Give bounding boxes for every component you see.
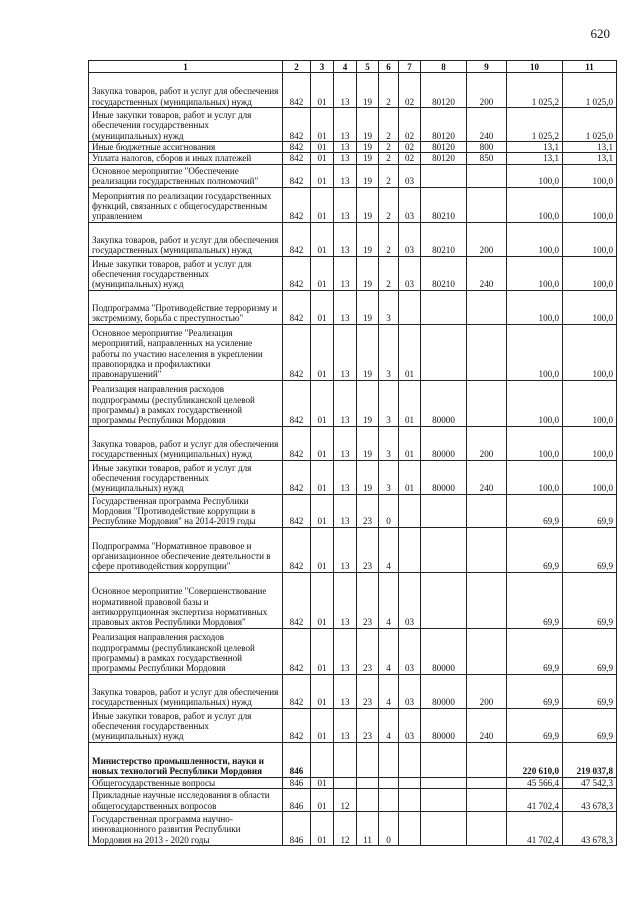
cell-subsection: 13: [334, 708, 357, 742]
table-row: [89, 777, 617, 788]
cell-subprogram: 0: [379, 494, 399, 527]
header-cell: 10: [507, 61, 563, 73]
table-row: [89, 73, 617, 108]
cell-measure: 03: [399, 674, 421, 708]
cell-code: 842: [283, 164, 311, 187]
cell-amount-year2: 13,1: [563, 153, 617, 164]
cell-expense-type: [467, 742, 507, 777]
cell-subprogram: [379, 777, 399, 788]
cell-section: 01: [311, 628, 334, 674]
cell-amount-year1: 41 702,4: [507, 789, 563, 812]
cell-code: 842: [283, 222, 311, 256]
cell-expense-type: 200: [467, 426, 507, 460]
cell-amount-year1: 100,0: [507, 460, 563, 494]
cell-program: 19: [357, 142, 379, 153]
cell-direction: [421, 789, 467, 812]
header-cell: 9: [467, 61, 507, 73]
row-name: Прикладные научные исследования в области общегосударственных вопросов: [89, 789, 283, 812]
cell-expense-type: [467, 789, 507, 812]
cell-measure: [399, 812, 421, 846]
cell-direction: [421, 527, 467, 572]
cell-program: 19: [357, 460, 379, 494]
cell-expense-type: 200: [467, 73, 507, 108]
row-name: Иные закупки товаров, работ и услуг для обеспечения государственных (муниципальных) нужд: [89, 460, 283, 494]
row-name: Иные закупки товаров, работ и услуг для обеспечения государственных (муниципальных) нужд: [89, 708, 283, 742]
row-name: Министерство промышленности, науки и новых технологий Республики Мордовия: [89, 742, 283, 777]
cell-measure: 03: [399, 222, 421, 256]
row-name: Реализация направления расходов подпрограммы (республиканской целевой программы) в рамках государственной программы Республики Мордовия: [89, 380, 283, 426]
cell-expense-type: 240: [467, 708, 507, 742]
cell-expense-type: [467, 164, 507, 187]
cell-amount-year2: 1 025,0: [563, 73, 617, 108]
cell-program: [357, 789, 379, 812]
cell-subsection: 13: [334, 460, 357, 494]
cell-subsection: 13: [334, 108, 357, 142]
cell-program: 23: [357, 708, 379, 742]
cell-program: 19: [357, 153, 379, 164]
cell-subsection: 13: [334, 324, 357, 380]
cell-direction: [421, 572, 467, 628]
cell-section: 01: [311, 460, 334, 494]
table-row: [89, 222, 617, 256]
cell-program: 23: [357, 527, 379, 572]
cell-subsection: 12: [334, 789, 357, 812]
row-name: Закупка товаров, работ и услуг для обеспечения государственных (муниципальных) нужд: [89, 674, 283, 708]
table-body: [89, 73, 617, 846]
cell-amount-year2: 100,0: [563, 380, 617, 426]
cell-measure: [399, 777, 421, 788]
cell-amount-year2: 219 037,8: [563, 742, 617, 777]
cell-subsection: 13: [334, 187, 357, 222]
row-name: Основное мероприятие "Совершенствование нормативной правовой базы и антикоррупционная экспертиза нормативных правовых актов Республики Мордовия": [89, 572, 283, 628]
cell-code: 846: [283, 777, 311, 788]
cell-expense-type: [467, 777, 507, 788]
cell-expense-type: [467, 572, 507, 628]
cell-direction: [421, 290, 467, 324]
cell-section: 01: [311, 426, 334, 460]
cell-expense-type: [467, 290, 507, 324]
cell-measure: 03: [399, 256, 421, 290]
cell-measure: [399, 742, 421, 777]
cell-direction: [421, 812, 467, 846]
cell-direction: 80000: [421, 628, 467, 674]
row-name: Реализация направления расходов подпрограммы (республиканской целевой программы) в рамках государственной программы Республики Мордовия: [89, 628, 283, 674]
cell-subsection: 13: [334, 628, 357, 674]
header-cell: 7: [399, 61, 421, 73]
cell-subsection: 13: [334, 290, 357, 324]
cell-measure: [399, 527, 421, 572]
table-header-row: [89, 61, 617, 73]
cell-measure: 03: [399, 187, 421, 222]
cell-subsection: 13: [334, 222, 357, 256]
row-name: Подпрограмма "Противодействие терроризму и экстремизму, борьба с преступностью": [89, 290, 283, 324]
cell-section: 01: [311, 708, 334, 742]
cell-amount-year1: 100,0: [507, 256, 563, 290]
cell-amount-year2: 69,9: [563, 674, 617, 708]
cell-subsection: 13: [334, 426, 357, 460]
cell-expense-type: [467, 812, 507, 846]
cell-measure: 01: [399, 426, 421, 460]
cell-expense-type: 240: [467, 108, 507, 142]
cell-measure: 02: [399, 142, 421, 153]
table-row: [89, 708, 617, 742]
cell-program: 19: [357, 222, 379, 256]
cell-program: 19: [357, 108, 379, 142]
table-row: [89, 108, 617, 142]
cell-amount-year1: 220 610,0: [507, 742, 563, 777]
cell-amount-year2: 69,9: [563, 527, 617, 572]
table-row: [89, 426, 617, 460]
cell-section: 01: [311, 164, 334, 187]
table-row: [89, 142, 617, 153]
cell-amount-year2: 43 678,3: [563, 812, 617, 846]
cell-measure: [399, 789, 421, 812]
cell-direction: 80000: [421, 426, 467, 460]
table-row: [89, 812, 617, 846]
cell-subsection: 13: [334, 572, 357, 628]
cell-direction: 80210: [421, 256, 467, 290]
cell-measure: [399, 494, 421, 527]
header-cell: 4: [334, 61, 357, 73]
cell-direction: [421, 324, 467, 380]
table-row: [89, 164, 617, 187]
cell-subsection: [334, 777, 357, 788]
cell-code: 842: [283, 527, 311, 572]
cell-code: 846: [283, 789, 311, 812]
cell-section: 01: [311, 324, 334, 380]
cell-program: 19: [357, 164, 379, 187]
cell-code: 842: [283, 628, 311, 674]
cell-direction: [421, 494, 467, 527]
table-row: [89, 494, 617, 527]
cell-amount-year1: 69,9: [507, 628, 563, 674]
cell-subsection: 13: [334, 674, 357, 708]
cell-subprogram: 4: [379, 572, 399, 628]
cell-direction: 80000: [421, 674, 467, 708]
cell-amount-year1: 41 702,4: [507, 812, 563, 846]
cell-program: 11: [357, 812, 379, 846]
table-row: [89, 674, 617, 708]
row-name: Иные закупки товаров, работ и услуг для обеспечения государственных (муниципальных) нужд: [89, 256, 283, 290]
cell-code: 842: [283, 324, 311, 380]
cell-amount-year1: 69,9: [507, 527, 563, 572]
row-name: Основное мероприятие "Реализация мероприятий, направленных на усиление работы по участию населения в укреплении правопорядка и профилактики правонарушений": [89, 324, 283, 380]
table-row: [89, 742, 617, 777]
row-name: Иные закупки товаров, работ и услуг для обеспечения государственных (муниципальных) нужд: [89, 108, 283, 142]
cell-amount-year2: 100,0: [563, 426, 617, 460]
cell-subprogram: 4: [379, 527, 399, 572]
cell-amount-year1: 100,0: [507, 222, 563, 256]
row-name: Основное мероприятие "Обеспечение реализации государственных полномочий": [89, 164, 283, 187]
cell-amount-year2: 69,9: [563, 708, 617, 742]
cell-subprogram: [379, 742, 399, 777]
cell-subprogram: 2: [379, 164, 399, 187]
row-name: Закупка товаров, работ и услуг для обеспечения государственных (муниципальных) нужд: [89, 73, 283, 108]
cell-measure: 02: [399, 108, 421, 142]
cell-direction: 80120: [421, 153, 467, 164]
cell-program: 19: [357, 290, 379, 324]
table-row: [89, 153, 617, 164]
cell-expense-type: 200: [467, 222, 507, 256]
cell-subsection: 12: [334, 812, 357, 846]
cell-amount-year2: 69,9: [563, 572, 617, 628]
cell-measure: 01: [399, 324, 421, 380]
row-name: Государственная программа научно-инновационного развития Республики Мордовия на 2013 - 2020 годы: [89, 812, 283, 846]
table-row: [89, 628, 617, 674]
cell-direction: 80210: [421, 222, 467, 256]
cell-amount-year1: 69,9: [507, 494, 563, 527]
cell-subprogram: 2: [379, 256, 399, 290]
cell-amount-year2: 43 678,3: [563, 789, 617, 812]
header-cell: 2: [283, 61, 311, 73]
cell-direction: [421, 742, 467, 777]
cell-subprogram: [379, 789, 399, 812]
cell-expense-type: [467, 380, 507, 426]
row-name: Мероприятия по реализации государственных функций, связанных с общегосударственным управлением: [89, 187, 283, 222]
cell-expense-type: 240: [467, 256, 507, 290]
cell-amount-year1: 1 025,2: [507, 108, 563, 142]
cell-section: 01: [311, 812, 334, 846]
cell-code: 842: [283, 142, 311, 153]
row-name: Уплата налогов, сборов и иных платежей: [89, 153, 283, 164]
cell-amount-year1: 69,9: [507, 708, 563, 742]
cell-direction: 80210: [421, 187, 467, 222]
cell-subprogram: 3: [379, 460, 399, 494]
cell-subprogram: 4: [379, 628, 399, 674]
cell-amount-year2: 1 025,0: [563, 108, 617, 142]
cell-amount-year2: 100,0: [563, 324, 617, 380]
budget-table: [88, 60, 617, 846]
cell-subsection: 13: [334, 164, 357, 187]
cell-section: 01: [311, 674, 334, 708]
cell-expense-type: 800: [467, 142, 507, 153]
cell-direction: [421, 777, 467, 788]
cell-amount-year2: 100,0: [563, 460, 617, 494]
cell-measure: 01: [399, 380, 421, 426]
cell-code: 846: [283, 812, 311, 846]
cell-direction: 80120: [421, 73, 467, 108]
cell-code: 842: [283, 572, 311, 628]
cell-subprogram: 0: [379, 812, 399, 846]
header-cell: 11: [563, 61, 617, 73]
cell-program: 19: [357, 73, 379, 108]
cell-code: 842: [283, 187, 311, 222]
cell-code: 842: [283, 108, 311, 142]
cell-program: [357, 742, 379, 777]
cell-measure: 01: [399, 460, 421, 494]
cell-section: 01: [311, 494, 334, 527]
cell-amount-year1: 13,1: [507, 153, 563, 164]
cell-program: 19: [357, 187, 379, 222]
cell-subsection: 13: [334, 73, 357, 108]
cell-amount-year2: 69,9: [563, 494, 617, 527]
cell-section: [311, 742, 334, 777]
cell-amount-year1: 1 025,2: [507, 73, 563, 108]
row-name: Общегосударственные вопросы: [89, 777, 283, 788]
cell-subprogram: 2: [379, 108, 399, 142]
cell-code: 842: [283, 674, 311, 708]
cell-amount-year2: 47 542,3: [563, 777, 617, 788]
cell-program: 23: [357, 494, 379, 527]
cell-subsection: 13: [334, 142, 357, 153]
cell-direction: 80120: [421, 142, 467, 153]
cell-code: 842: [283, 380, 311, 426]
table-row: [89, 572, 617, 628]
cell-code: 842: [283, 290, 311, 324]
cell-subsection: 13: [334, 153, 357, 164]
table-row: [89, 460, 617, 494]
cell-subprogram: 3: [379, 290, 399, 324]
cell-subsection: 13: [334, 494, 357, 527]
cell-measure: 03: [399, 572, 421, 628]
header-cell: 6: [379, 61, 399, 73]
cell-direction: 80120: [421, 108, 467, 142]
table-row: [89, 324, 617, 380]
cell-code: 842: [283, 256, 311, 290]
cell-section: 01: [311, 789, 334, 812]
cell-subsection: 13: [334, 380, 357, 426]
cell-subsection: [334, 742, 357, 777]
cell-subprogram: 2: [379, 142, 399, 153]
cell-expense-type: 200: [467, 674, 507, 708]
row-name: Иные бюджетные ассигнования: [89, 142, 283, 153]
cell-amount-year1: 100,0: [507, 290, 563, 324]
row-name: Подпрограмма "Нормативное правовое и организационное обеспечение деятельности в сфере противодействия коррупции": [89, 527, 283, 572]
cell-subprogram: 2: [379, 153, 399, 164]
cell-program: 19: [357, 256, 379, 290]
cell-subsection: 13: [334, 527, 357, 572]
cell-program: 23: [357, 572, 379, 628]
cell-section: 01: [311, 108, 334, 142]
cell-expense-type: [467, 628, 507, 674]
cell-expense-type: [467, 187, 507, 222]
cell-subprogram: 2: [379, 73, 399, 108]
table-row: [89, 789, 617, 812]
cell-code: 842: [283, 494, 311, 527]
cell-amount-year1: 100,0: [507, 426, 563, 460]
cell-subsection: 13: [334, 256, 357, 290]
cell-program: 23: [357, 674, 379, 708]
row-name: Закупка товаров, работ и услуг для обеспечения государственных (муниципальных) нужд: [89, 426, 283, 460]
cell-direction: 80000: [421, 708, 467, 742]
page-number: 620: [590, 26, 610, 41]
cell-amount-year1: 69,9: [507, 572, 563, 628]
cell-direction: [421, 164, 467, 187]
cell-subprogram: 2: [379, 187, 399, 222]
cell-measure: 02: [399, 73, 421, 108]
cell-section: 01: [311, 222, 334, 256]
cell-code: 846: [283, 742, 311, 777]
cell-amount-year2: 69,9: [563, 628, 617, 674]
header-cell: 1: [89, 61, 283, 73]
cell-subprogram: 3: [379, 324, 399, 380]
cell-code: 842: [283, 73, 311, 108]
cell-section: 01: [311, 256, 334, 290]
cell-program: 23: [357, 628, 379, 674]
row-name: Государственная программа Республики Мордовия "Противодействие коррупции в Республике Мордовия" на 2014-2019 годы: [89, 494, 283, 527]
cell-expense-type: [467, 324, 507, 380]
cell-section: 01: [311, 153, 334, 164]
cell-subprogram: 4: [379, 708, 399, 742]
cell-program: 19: [357, 380, 379, 426]
header-cell: 8: [421, 61, 467, 73]
cell-amount-year2: 100,0: [563, 222, 617, 256]
cell-section: 01: [311, 572, 334, 628]
cell-amount-year2: 100,0: [563, 290, 617, 324]
table-row: [89, 380, 617, 426]
cell-amount-year1: 13,1: [507, 142, 563, 153]
cell-amount-year1: 100,0: [507, 380, 563, 426]
table-row: [89, 527, 617, 572]
cell-section: 01: [311, 142, 334, 153]
cell-amount-year2: 100,0: [563, 187, 617, 222]
cell-section: 01: [311, 527, 334, 572]
cell-subprogram: 3: [379, 426, 399, 460]
cell-section: 01: [311, 290, 334, 324]
cell-program: [357, 777, 379, 788]
cell-amount-year1: 69,9: [507, 674, 563, 708]
cell-amount-year1: 45 566,4: [507, 777, 563, 788]
cell-program: 19: [357, 324, 379, 380]
cell-amount-year2: 100,0: [563, 164, 617, 187]
cell-amount-year2: 13,1: [563, 142, 617, 153]
cell-measure: 03: [399, 164, 421, 187]
table-row: [89, 256, 617, 290]
header-cell: 3: [311, 61, 334, 73]
cell-subprogram: 3: [379, 380, 399, 426]
cell-measure: 03: [399, 628, 421, 674]
cell-code: 842: [283, 426, 311, 460]
cell-measure: 03: [399, 708, 421, 742]
cell-code: 842: [283, 153, 311, 164]
cell-amount-year1: 100,0: [507, 324, 563, 380]
cell-expense-type: [467, 527, 507, 572]
cell-expense-type: [467, 494, 507, 527]
cell-subprogram: 4: [379, 674, 399, 708]
row-name: Закупка товаров, работ и услуг для обеспечения государственных (муниципальных) нужд: [89, 222, 283, 256]
cell-amount-year2: 100,0: [563, 256, 617, 290]
cell-direction: 80000: [421, 380, 467, 426]
table-row: [89, 187, 617, 222]
cell-code: 842: [283, 708, 311, 742]
cell-measure: [399, 290, 421, 324]
cell-code: 842: [283, 460, 311, 494]
cell-section: 01: [311, 380, 334, 426]
header-cell: 5: [357, 61, 379, 73]
cell-program: 19: [357, 426, 379, 460]
table-row: [89, 290, 617, 324]
cell-direction: 80000: [421, 460, 467, 494]
cell-section: 01: [311, 187, 334, 222]
cell-subprogram: 2: [379, 222, 399, 256]
cell-measure: 02: [399, 153, 421, 164]
cell-section: 01: [311, 777, 334, 788]
cell-amount-year1: 100,0: [507, 164, 563, 187]
cell-expense-type: 850: [467, 153, 507, 164]
cell-expense-type: 240: [467, 460, 507, 494]
cell-amount-year1: 100,0: [507, 187, 563, 222]
cell-section: 01: [311, 73, 334, 108]
